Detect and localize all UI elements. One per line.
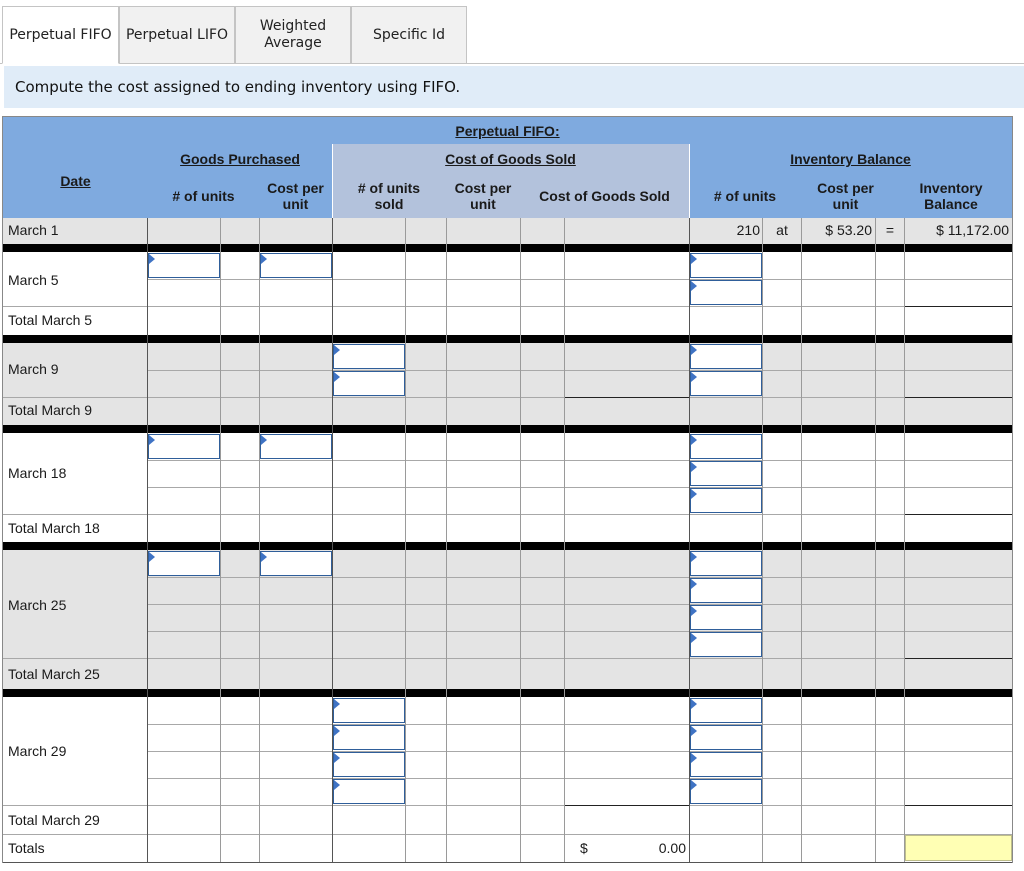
march18-purchase-units-input[interactable] (148, 434, 220, 459)
goods-purchased-header (148, 144, 332, 174)
row-label-march5: March 5 (8, 272, 59, 288)
march1-at: at (776, 222, 788, 238)
march1-cost: $ 53.20 (825, 222, 872, 238)
ib-units-header (689, 174, 801, 218)
march9-inventory-units-input-2[interactable] (690, 371, 762, 396)
march5-purchase-units-input[interactable] (148, 253, 220, 278)
march5-purchase-cost-input[interactable] (260, 253, 332, 278)
gp-cost-text: Cost per unit (267, 180, 324, 212)
march29-sold-units-input-3[interactable] (333, 752, 405, 777)
instruction-banner (4, 66, 1024, 108)
col-line (762, 218, 763, 862)
row-label-total-march29: Total March 29 (8, 812, 100, 828)
march18-inventory-units-input-3[interactable] (690, 488, 762, 513)
march9-sold-units-input-1[interactable] (333, 344, 405, 369)
march9-inventory-units-input-1[interactable] (690, 344, 762, 369)
march29-total-underline (905, 805, 1012, 806)
col-line (405, 218, 406, 862)
march1-equals: = (885, 222, 895, 238)
grid-line (148, 604, 1012, 605)
goods-purchased-text: Goods Purchased (180, 151, 300, 167)
row-separator (3, 542, 1012, 550)
col-line (564, 218, 565, 862)
cogs-total-text: Cost of Goods Sold (539, 188, 670, 204)
row-label-total-march25: Total March 25 (8, 666, 100, 682)
march25-inventory-units-input-4[interactable] (690, 632, 762, 657)
march18-inventory-units-input-1[interactable] (690, 434, 762, 459)
grid-line (148, 577, 1012, 578)
march18-purchase-cost-input[interactable] (260, 434, 332, 459)
col-line (875, 218, 876, 862)
header-divider (689, 144, 690, 218)
gp-cost-header (259, 174, 332, 218)
row-label-totals: Totals (8, 840, 45, 856)
march29-sold-units-input-1[interactable] (333, 698, 405, 723)
ib-balance-text: Inventory Balance (919, 180, 983, 212)
tab-perpetual-fifo[interactable] (2, 6, 119, 64)
ib-cost-header (801, 174, 890, 218)
grid-line (148, 487, 1012, 488)
gp-units-text: # of units (172, 188, 235, 204)
row-label-march29: March 29 (8, 743, 67, 759)
cogs-cost-text: Cost per unit (454, 180, 512, 212)
march25-purchase-units-input[interactable] (148, 551, 220, 576)
cogs-header (332, 144, 689, 174)
tab-bar (2, 6, 1024, 64)
grid-line (148, 279, 1012, 280)
grid-line (148, 460, 1012, 461)
cogs-header-text: Cost of Goods Sold (445, 151, 576, 167)
march18-total-underline (905, 514, 1012, 515)
grid-line (148, 724, 1012, 725)
tab-label: Perpetual LIFO (125, 26, 229, 43)
row-march29 (3, 697, 1012, 862)
row-label-total-march5: Total March 5 (8, 312, 93, 328)
march25-inventory-units-input-1[interactable] (690, 551, 762, 576)
totals-currency: $ (580, 840, 588, 856)
march29-inventory-units-input-1[interactable] (690, 698, 762, 723)
tab-weighted-average[interactable] (235, 6, 351, 64)
col-line (446, 218, 447, 862)
perpetual-fifo-table (2, 116, 1013, 863)
col-line (220, 218, 221, 862)
grid-line (3, 306, 1012, 307)
row-separator (3, 244, 1012, 252)
row-label-march9: March 9 (8, 361, 59, 377)
grid-line (3, 834, 1012, 835)
march5-inventory-units-input-2[interactable] (690, 280, 762, 305)
grid-line (148, 631, 1012, 632)
tab-label: Weighted Average (259, 18, 327, 51)
ib-units-text: # of units (713, 188, 777, 204)
march5-inventory-units-input-1[interactable] (690, 253, 762, 278)
inventory-balance-text: Inventory Balance (790, 151, 911, 167)
tab-label: Perpetual FIFO (9, 26, 112, 43)
march1-balance: $ 11,172.00 (936, 222, 1009, 238)
row-label-march1: March 1 (8, 222, 59, 238)
march29-sold-units-input-4[interactable] (333, 779, 405, 804)
march25-inventory-units-input-3[interactable] (690, 605, 762, 630)
grid-line (3, 514, 1012, 515)
tab-specific-id[interactable] (351, 6, 467, 64)
col-line (801, 218, 802, 862)
march18-inventory-units-input-2[interactable] (690, 461, 762, 486)
march1-units: 210 (736, 222, 760, 238)
cogs-units-header (332, 174, 446, 218)
march25-purchase-cost-input[interactable] (260, 551, 332, 576)
row-march9 (3, 343, 1012, 425)
header-divider (332, 144, 333, 218)
march29-inventory-units-input-2[interactable] (690, 725, 762, 750)
row-label-march25: March 25 (8, 597, 67, 613)
inventory-balance-header (689, 144, 1012, 174)
tab-divider (0, 63, 1024, 64)
col-line (904, 218, 905, 862)
row-separator (3, 689, 1012, 697)
col-line (259, 218, 260, 862)
col-line (147, 218, 148, 862)
grid-line (148, 751, 1012, 752)
grid-line (148, 370, 1012, 371)
instruction-text: Compute the cost assigned to ending inventory using FIFO. (15, 78, 461, 96)
march9-total-underline (565, 397, 689, 398)
march9-sold-units-input-2[interactable] (333, 371, 405, 396)
totals-inventory-balance-highlight[interactable] (905, 835, 1012, 861)
row-separator (3, 335, 1012, 343)
march29-cogs-underline (565, 805, 689, 806)
march25-inventory-units-input-2[interactable] (690, 578, 762, 603)
march25-total-underline (905, 658, 1012, 659)
cogs-cost-header (446, 174, 520, 218)
date-header (3, 144, 148, 218)
row-label-march18: March 18 (8, 465, 67, 481)
grid-line (3, 658, 1012, 659)
cogs-units-text: # of units sold (357, 180, 421, 212)
totals-cogs: 0.00 (658, 840, 686, 856)
ib-cost-text: Cost per unit (817, 180, 874, 212)
march5-total-underline (905, 306, 1012, 307)
date-header-text: Date (60, 173, 91, 189)
tab-label: Specific Id (373, 26, 445, 43)
march29-inventory-units-input-4[interactable] (690, 779, 762, 804)
gp-units-header (148, 174, 259, 218)
grid-line (148, 778, 1012, 779)
table-bottom-line (3, 862, 1012, 863)
table-title (3, 117, 1012, 144)
grid-line (3, 397, 1012, 398)
ib-balance-header (890, 174, 1012, 218)
cogs-total-header (520, 174, 689, 218)
col-line (520, 218, 521, 862)
row-separator (3, 425, 1012, 433)
march29-sold-units-input-2[interactable] (333, 725, 405, 750)
march9-balance-underline (905, 397, 1012, 398)
march29-inventory-units-input-3[interactable] (690, 752, 762, 777)
tab-perpetual-lifo[interactable] (119, 6, 235, 64)
row-label-total-march18: Total March 18 (8, 520, 100, 536)
table-title-text: Perpetual FIFO: (455, 122, 560, 139)
row-label-total-march9: Total March 9 (8, 402, 93, 418)
grid-line (3, 805, 1012, 806)
